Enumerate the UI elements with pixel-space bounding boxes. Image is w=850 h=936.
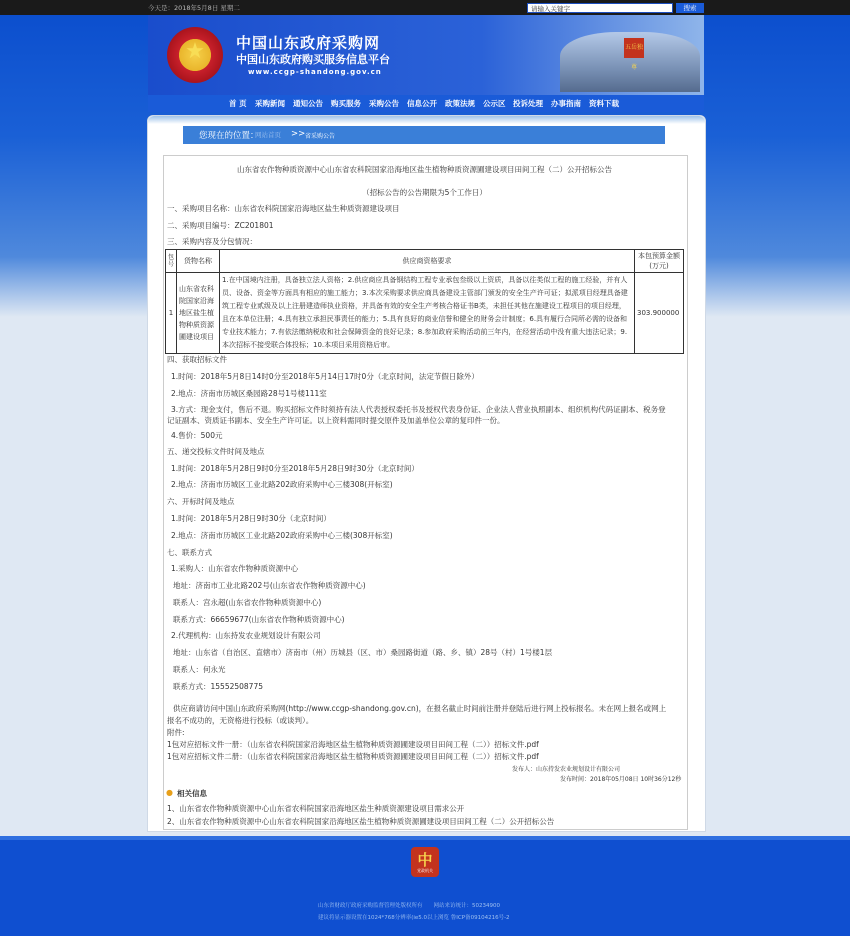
visit-instruction-2: 报名不成功的，无资格进行投标（或谈判）。 — [167, 716, 314, 725]
section-submit-heading: 五、递交投标文件时间及地点 — [167, 447, 265, 456]
publish-time: 发布时间：2018年05月08日 10时36分12秒 — [560, 776, 682, 783]
breadcrumb-separator: >> — [291, 129, 306, 139]
current-date: 今天是：2018年5月8日 星期二 — [148, 4, 240, 12]
contact-agency-phone: 联系方式：15552508775 — [173, 682, 263, 691]
notice-title: 山东省农作物种质资源中心山东省农科院国家沿海地区盐生植物种质资源圃建设项目田间工程（二）公开招标公告 — [237, 165, 612, 174]
submit-time: 1.时间：2018年5月28日9时0分至2018年5月28日9时30分（北京时间） — [171, 464, 419, 473]
nav-purchase-services[interactable]: 购买服务 — [331, 99, 361, 108]
contact-purchaser-address: 地址：济南市工业北路202号(山东省农作物种质资源中心) — [173, 581, 366, 590]
nav-notices[interactable]: 通知公告 — [293, 99, 323, 108]
section-contents-heading: 三、采购内容及分包情况： — [167, 237, 257, 246]
site-title: 中国山东政府采购网 — [236, 34, 381, 52]
notice-period: （招标公告的公告期限为5个工作日） — [362, 188, 487, 197]
opening-time: 1.时间：2018年5月28日9时30分（北京时间） — [171, 514, 331, 523]
nav-publicity[interactable]: 公示区 — [483, 99, 506, 108]
cell-budget: 303.900000 — [635, 273, 684, 354]
obtain-method-1: 3.方式：现金支付，售后不退。购买招标文件时须持有法人代表授权委托书及授权代表身份证、企业法人营业执照副本、组织机构代码证副本、税务登 — [171, 405, 666, 414]
section-obtain-heading: 四、获取招标文件 — [167, 355, 227, 364]
obtain-price: 4.售价：500元 — [171, 431, 223, 440]
obtain-time: 1.时间：2018年5月8日14时0分至2018年5月14日17时0分（北京时间，法定节假日除外） — [171, 372, 479, 381]
nav-guide[interactable]: 办事指南 — [551, 99, 581, 108]
cell-pkg: 1 — [166, 273, 177, 354]
footer-copyright: 山东省财政厅政府采购监督管理处版权所有 网站来访统计：50234900 — [318, 903, 500, 909]
obtain-method-2: 记证副本、资质证书副本、安全生产许可证。以上资料需同时提交原件及加盖单位公章的复印件一份。 — [167, 416, 505, 425]
nav-home[interactable]: 首 页 — [229, 99, 247, 108]
package-table — [165, 249, 684, 354]
contact-purchaser: 1.采购人：山东省农作物种质资源中心 — [171, 564, 299, 573]
contact-agency-person: 联系人：何永光 — [173, 665, 226, 674]
nav-complaints[interactable]: 投诉处理 — [513, 99, 543, 108]
table-header-qualification: 供应商资格要求 — [220, 250, 635, 273]
contact-agency: 2.代理机构：山东持发农业规划设计有限公司 — [171, 631, 321, 640]
site-url: www.ccgp-shandong.gov.cn — [248, 68, 382, 76]
attachment-link-2[interactable]: 1包对应招标文件二册：（山东省农科院国家沿海地区盐生植物种质资源圃建设项目田间工程（二））招标文件.pdf — [167, 752, 539, 761]
contact-purchaser-phone: 联系方式：66659677(山东省农作物种质资源中心) — [173, 615, 345, 624]
section-contact-heading: 七、联系方式 — [167, 548, 212, 557]
attachment-link-1[interactable]: 1包对应招标文件一册：（山东省农科院国家沿海地区盐生植物种质资源圃建设项目田间工程（二））招标文件.pdf — [167, 740, 539, 749]
publisher: 发布人：山东持发农业规划设计有限公司 — [512, 766, 621, 773]
emblem-star-icon: ★ — [185, 39, 205, 64]
table-header-budget: 本包预算金额(万元) — [635, 250, 684, 273]
nav-procurement-news[interactable]: 采购新闻 — [255, 99, 285, 108]
section-opening-heading: 六、开标时间及地点 — [167, 497, 235, 506]
breadcrumb-home-link[interactable]: 网站首页 — [255, 131, 281, 139]
site-subtitle: 中国山东政府购买服务信息平台 — [236, 53, 390, 66]
cell-name: 山东省农科院国家沿海地区盐生植物种质资源圃建设项目 — [177, 273, 220, 354]
search-button[interactable]: 搜索 — [676, 3, 704, 13]
nav-policies[interactable]: 政策法规 — [445, 99, 475, 108]
breadcrumb — [183, 126, 665, 144]
mountain-tag: 五岳独尊 — [624, 38, 644, 58]
section-project-name: 一、采购项目名称：山东省农科院国家沿海地区盐生种质资源建设项目 — [167, 204, 400, 213]
table-row — [166, 273, 684, 354]
table-header-name: 货物名称 — [177, 250, 220, 273]
table-header-pkg: 包号 — [166, 250, 177, 273]
visit-instruction-1: 供应商请访问中国山东政府采购网(http://www.ccgp-shandong.gov.cn)，在报名截止时间前注册并登陆后进行网上投标报名。未在网上报名或网上 — [173, 704, 667, 713]
contact-purchaser-person: 联系人：宫永超(山东省农作物种质资源中心) — [173, 598, 322, 607]
related-link-2[interactable]: 2、山东省农作物种质资源中心山东省农科院国家沿海地区盐生植物种质资源圃建设项目田间工程（二）公开招标公告 — [167, 817, 555, 826]
nav-procurement-announcements[interactable]: 采购公告 — [369, 99, 399, 108]
breadcrumb-current: 省采购公告 — [305, 133, 336, 140]
section-project-number: 二、采购项目编号：ZC201801 — [167, 221, 274, 230]
cell-qualification: 1.在中国境内注册，具备独立法人资格；2.供应商应具备钢结构工程专业承包叁级以上资质，具备以往类似工程的施工经验，并有人员、设备、资金等方面具有相应的施工能力；3.本次采购要求供应商具备建设主管部门颁发的安全生产许可证；拟派项目经理具备建筑工程专业贰级及以上注册建造师执业资格，并具备有效的安全生产考核合格证书B类，未担任其他在施建设工程项目的项目经理，且在本单位注册；4.具有独立承担民事责任的能力；5.具有良好的商业信誉和健全的财务会计制度；6.具有履行合同所必需的设备和专业技术能力；7.有依法缴纳税收和社会保障资金的良好记录；8.参加政府采购活动前三年内，在经营活动中没有重大违法记录；9.本次招标不接受联合体投标；10.本项目采用资格后审。 — [220, 273, 635, 354]
search-input[interactable]: 请输入关键字 — [527, 3, 673, 13]
top-bar — [0, 0, 850, 15]
footer-browser-note: 建议将显示器设置在1024*768分辨率(ie5.0以上浏览 鲁ICP备09104216号-2 — [318, 915, 510, 921]
related-title: 相关信息 — [177, 789, 207, 798]
obtain-place: 2.地点：济南市历城区桑园路28号1号楼111室 — [171, 389, 327, 398]
related-link-1[interactable]: 1、山东省农作物种质资源中心山东省农科院国家沿海地区盐生种质资源建设项目需求公开 — [167, 804, 465, 813]
nav-downloads[interactable]: 资料下载 — [589, 99, 619, 108]
related-bullet-icon: ● — [166, 788, 173, 797]
breadcrumb-label: 您现在的位置： — [199, 131, 259, 141]
submit-place: 2.地点：济南市历城区工业北路202政府采购中心三楼308(开标室) — [171, 480, 393, 489]
contact-agency-address: 地址：山东省（自治区、直辖市）济南市（州）历城县（区、市）桑园路街道（路、乡、镇）28号（村）1号楼1层 — [173, 648, 553, 657]
main-nav — [148, 95, 704, 112]
opening-place: 2.地点：济南市历城区工业北路202政府采购中心三楼(308开标室) — [171, 531, 393, 540]
party-government-logo-icon[interactable]: 中 党政机关 — [411, 847, 439, 877]
attachments-label: 附件: — [167, 728, 185, 737]
nav-info-disclosure[interactable]: 信息公开 — [407, 99, 437, 108]
